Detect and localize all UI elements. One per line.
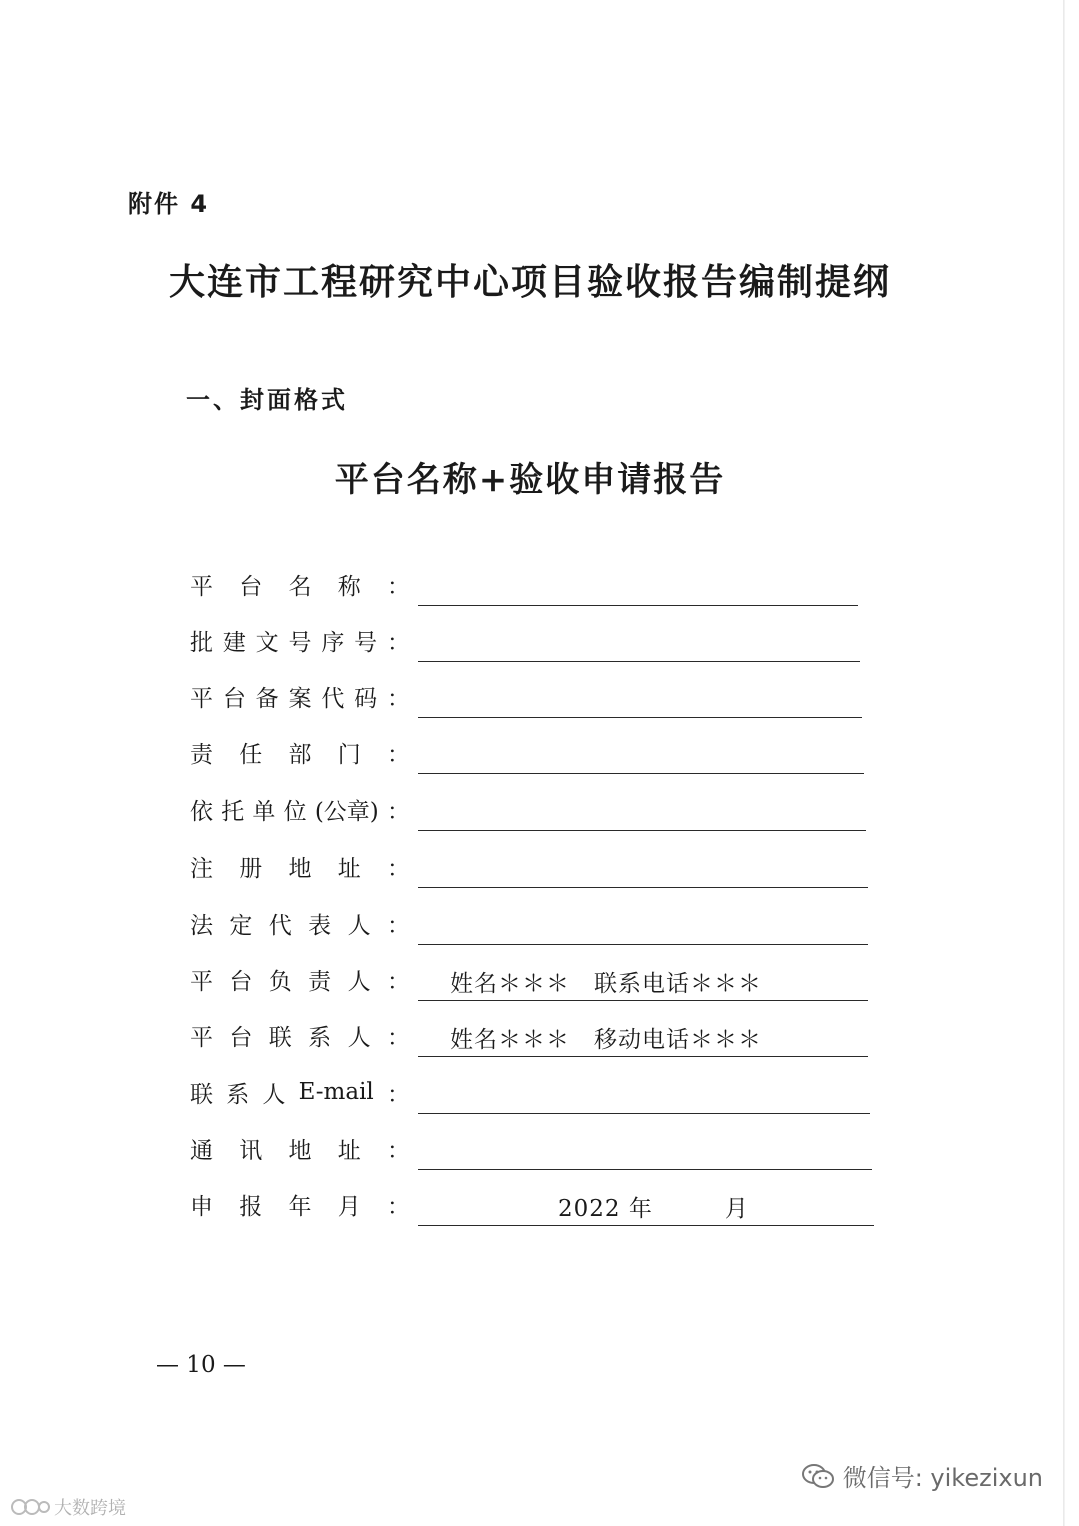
- label-char: 地: [288, 855, 312, 882]
- label-char: ：: [386, 1081, 410, 1108]
- label-char: ：: [386, 968, 410, 995]
- label-char: 建: [222, 629, 246, 656]
- label-char: 代: [268, 912, 292, 939]
- label-char: 通: [190, 1137, 213, 1164]
- label-char: 地: [288, 1137, 312, 1164]
- label-char: ：: [387, 1193, 410, 1220]
- label-char: 码: [354, 685, 378, 712]
- label-char: 依: [190, 798, 213, 825]
- field-input-line[interactable]: [418, 625, 860, 662]
- wechat-icon: [801, 1462, 835, 1490]
- field-label: [190, 622, 410, 658]
- label-char: 备: [255, 685, 279, 712]
- label-char: ：: [387, 741, 410, 768]
- label-char: 责: [308, 968, 332, 995]
- label-char: 文: [255, 629, 279, 656]
- label-char: 单: [252, 798, 276, 825]
- label-char: ：: [386, 685, 410, 712]
- brand-watermark: [10, 1494, 126, 1520]
- attachment-label: 附件 4: [128, 190, 210, 218]
- field-label: [190, 566, 410, 602]
- label-char: ：: [387, 1137, 410, 1164]
- label-char: 注: [190, 855, 213, 882]
- label-char: 台: [239, 573, 263, 600]
- label-char: 系: [226, 1081, 250, 1108]
- label-char: 定: [229, 912, 253, 939]
- label-char: 门: [337, 741, 361, 768]
- field-input-line[interactable]: [418, 1133, 872, 1170]
- label-char: 法: [190, 912, 213, 939]
- label-char: 报: [239, 1193, 263, 1220]
- label-char: 位: [283, 798, 307, 825]
- field-input-line[interactable]: [418, 1077, 870, 1114]
- brand-logo-icon: [10, 1496, 50, 1518]
- field-label: [190, 791, 410, 827]
- page-edge-shadow: [1063, 0, 1065, 1526]
- label-char: 称: [337, 573, 361, 600]
- label-char: 台: [222, 685, 246, 712]
- label-char: 系: [308, 1024, 332, 1051]
- field-input-line[interactable]: [418, 681, 862, 718]
- label-char: 址: [337, 1137, 361, 1164]
- label-char: 月: [337, 1193, 361, 1220]
- label-char: 址: [337, 855, 361, 882]
- field-input-line[interactable]: [418, 1189, 874, 1226]
- label-char: 申: [190, 1193, 213, 1220]
- label-char: 托: [221, 798, 245, 825]
- label-char: 台: [229, 1024, 253, 1051]
- label-char: 人: [347, 968, 371, 995]
- field-label: [190, 678, 410, 714]
- wechat-id: 微信号: yikezixun: [842, 1464, 1043, 1492]
- label-char: 代: [321, 685, 345, 712]
- field-label: [190, 961, 410, 997]
- field-label: [190, 1130, 410, 1166]
- label-char: 讯: [239, 1137, 263, 1164]
- label-char: ：: [386, 1024, 410, 1051]
- field-input-line[interactable]: [418, 794, 866, 831]
- label-char: ：: [387, 855, 410, 882]
- label-char: E-mail: [298, 1079, 374, 1105]
- label-char: (公章): [314, 798, 379, 825]
- field-label: [190, 1074, 410, 1110]
- field-value: 姓名＊＊＊ 联系电话＊＊＊: [450, 971, 762, 997]
- label-char: 负: [268, 968, 292, 995]
- label-char: 平: [190, 573, 213, 600]
- label-char: 人: [347, 912, 371, 939]
- label-char: ：: [387, 573, 410, 600]
- label-char: 人: [262, 1081, 286, 1108]
- label-char: 联: [190, 1081, 213, 1108]
- field-label: [190, 905, 410, 941]
- field-label: [190, 1017, 410, 1053]
- field-input-line[interactable]: [418, 1020, 868, 1057]
- label-char: 名: [288, 573, 312, 600]
- document-title: 大连市工程研究中心项目验收报告编制提纲: [168, 261, 891, 303]
- field-value: 姓名＊＊＊ 移动电话＊＊＊: [450, 1027, 762, 1053]
- label-char: 序: [321, 629, 345, 656]
- label-char: 联: [268, 1024, 292, 1051]
- label-char: ：: [386, 912, 410, 939]
- label-char: 案: [288, 685, 312, 712]
- label-char: 表: [308, 912, 332, 939]
- field-input-line[interactable]: [418, 851, 868, 888]
- wechat-watermark: [801, 1458, 1043, 1493]
- label-char: 号: [288, 629, 312, 656]
- cover-title: 平台名称+验收申请报告: [334, 460, 726, 500]
- field-input-line[interactable]: [418, 964, 868, 1001]
- label-char: ：: [386, 629, 410, 656]
- label-char: 台: [229, 968, 253, 995]
- field-label: [190, 734, 410, 770]
- field-input-line[interactable]: [418, 908, 868, 945]
- page-number: — 10 —: [156, 1352, 246, 1378]
- label-char: 平: [190, 968, 213, 995]
- label-char: 年: [288, 1193, 312, 1220]
- label-char: 批: [190, 629, 213, 656]
- brand-name: 大数跨境: [54, 1498, 126, 1519]
- label-char: ：: [386, 798, 410, 825]
- label-char: 部: [288, 741, 312, 768]
- label-char: 号: [354, 629, 378, 656]
- label-char: 平: [190, 685, 213, 712]
- field-label: [190, 848, 410, 884]
- label-char: 责: [190, 741, 213, 768]
- label-char: 人: [347, 1024, 371, 1051]
- label-char: 册: [239, 855, 263, 882]
- field-input-line[interactable]: [418, 569, 858, 606]
- label-char: 任: [239, 741, 263, 768]
- label-char: 平: [190, 1024, 213, 1051]
- field-input-line[interactable]: [418, 737, 864, 774]
- section-heading: 一、封面格式: [186, 386, 348, 414]
- field-label: [190, 1186, 410, 1222]
- field-value: 2022 年 月: [558, 1196, 749, 1222]
